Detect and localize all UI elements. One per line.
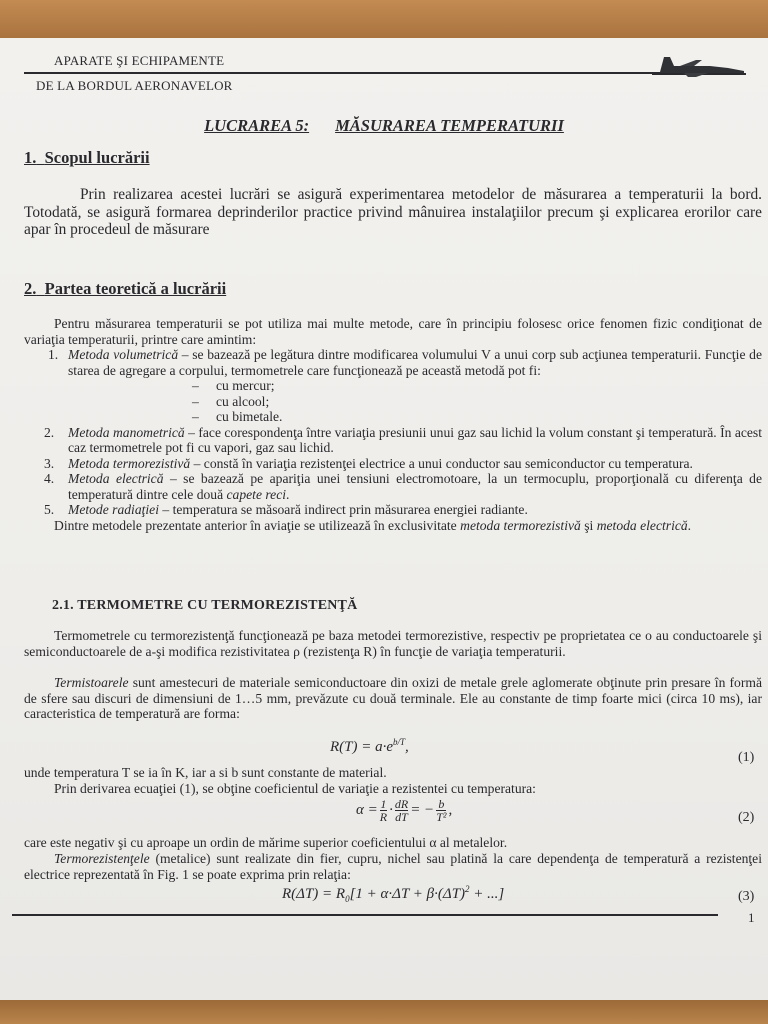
list-item: 3. Metoda termorezistivă – constă în variaţia rezistenţei electrice a unui conductor sau semiconductor cu temperatura.: [44, 455, 693, 471]
table-surface-bottom: [0, 1000, 768, 1024]
page-header: [0, 38, 768, 98]
document-page: [0, 38, 768, 1004]
section-2-1-paragraph-6: Termorezistenţele (metalice) sunt realizate din fier, cupru, nichel sau platină la care dependenţa de temperatură a rezistenţei electrice reprezentată în Fig. 1 se poate exprima prin relaţia:: [24, 851, 762, 882]
list-item: – cu bimetale.: [192, 409, 762, 425]
section-1-paragraph: Prin realizarea acestei lucrări se asigură experimentarea metodelor de măsurarea a temperaturii la bord. Totodată, se asigură formarea deprinderilor practice privind mânuirea instalaţiilor precum şi explicarea erorilor care apar în procedeul de măsurare: [24, 186, 762, 239]
section-2-1-paragraph-5: care este negativ şi cu aproape un ordin de mărime superior coeficientului α al metalelor.: [24, 835, 508, 850]
header-rule: [24, 72, 744, 74]
header-line-1: APARATE ŞI ECHIPAMENTE: [54, 53, 225, 68]
airplane-icon: [650, 52, 750, 78]
equation-1-number: (1): [738, 750, 755, 765]
page-title: [0, 116, 768, 136]
table-surface-top: [0, 0, 768, 40]
section-2-heading: 2. Partea teoretică a lucrării: [24, 279, 227, 298]
section-2-1-paragraph-2: Termistoarele sunt amestecuri de materiale semiconductoare din oxizi de metale grele aglomerate obţinute prin presare în formă de sfere sau discuri de dimensiuni de 1…5 mm, prevăzute cu două terminale. Ele au constante de timp foarte mici (circa 10 ms), iar caracteristica de temperatură are forma:: [24, 675, 762, 721]
volumetric-types: [24, 378, 762, 425]
equation-1: $R(T) = a\cdot e^{b/T}$,: [330, 737, 409, 755]
equation-2: α = $\frac{1}{R}$ · $\frac{dR}{dT}$ = − $\frac{b}{\text{T²}}$ ,: [356, 797, 453, 824]
equation-3-number: (3): [738, 889, 755, 904]
section-1-heading: 1. Scopul lucrării: [24, 148, 150, 167]
equation-2-number: (2): [738, 810, 755, 825]
page-number: 1: [748, 910, 755, 925]
list-item: 2. Metoda manometrică – face corespondenţa între variaţia presiunii unui gaz sau lichid la volum constant şi temperatură. În acest caz termometrele pot fi cu vapori, gaz sau lichid.: [44, 424, 762, 455]
section-2-1-paragraph-3: unde temperatura T se ia în K, iar a si b sunt constante de material.: [24, 765, 387, 780]
header-line-2: DE LA BORDUL AERONAVELOR: [36, 78, 233, 93]
section-2-1-heading: 2.1. TERMOMETRE CU TERMOREZISTENŢĂ: [52, 598, 358, 613]
section-2-intro: Pentru măsurarea temperaturii se pot utiliza mai multe metode, care în principiu folosesc orice fenomen fizic condiţionat de variaţia temperaturii, printre care amintim:: [24, 316, 762, 347]
list-item: – cu mercur;: [192, 378, 762, 394]
list-item: – cu alcool;: [192, 394, 762, 410]
list-item: 5. Metode radiaţiei – temperatura se măsoară indirect prin măsurarea energiei radiante.: [44, 502, 528, 517]
title-label: LUCRAREA 5:: [204, 116, 310, 135]
section-2-1-paragraph-4: Prin derivarea ecuaţiei (1), se obţine coeficientul de variaţie a rezistentei cu temperatura:: [54, 781, 536, 796]
list-item: 4. Metoda electrică – se bazează pe apariţia unei tensiuni electromotoare, la un termocuplu, proporţională cu diferenţa de temperatură dintre cele două capete reci.: [44, 471, 762, 502]
equation-3: $R(\Delta T) = R_0[1 + \alpha\cdot\Delta T + \beta\cdot(\Delta T)^2$ + ...]: [282, 884, 505, 904]
section-2-conclusion: Dintre metodele prezentate anterior în aviaţie se utilizează în exclusivitate metoda termorezistivă şi metoda electrică.: [54, 517, 692, 533]
title-text: MĂSURAREA TEMPERATURII: [335, 116, 564, 135]
footer-rule: [12, 914, 718, 916]
methods-list: [24, 347, 762, 533]
section-2-1-paragraph-1: Termometrele cu termorezistenţă funcţionează pe baza metodei termorezistive, respectiv pe proprietatea ce o au conductoarele şi semiconductoarele de a-şi modifica rezistivitatea ρ (rezistenţa R) în funcţie de variaţia temperaturii.: [24, 628, 762, 659]
list-item: 1. Metoda volumetrică – se bazează pe legătura dintre modificarea volumului V a unui corp sub acţiunea temperaturii. Funcţie de starea de agregare a corpului, termometrele care funcţionează pe această metodă pot fi:: [48, 347, 762, 378]
